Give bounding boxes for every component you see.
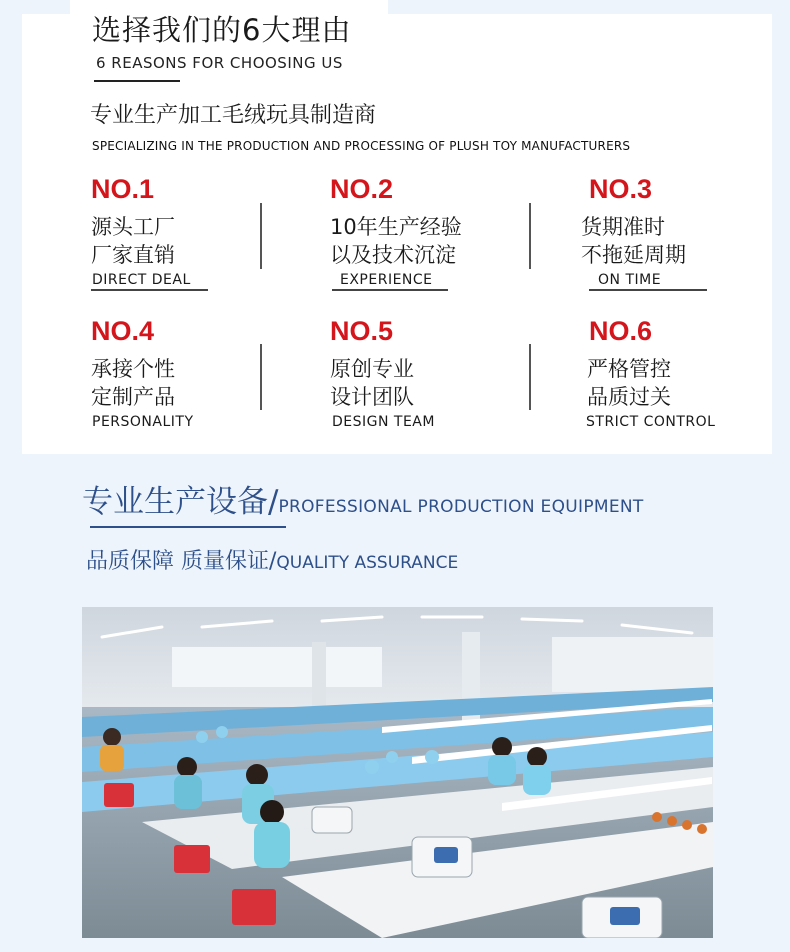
equipment-title [82,476,644,521]
page-title: 选择我们的6大理由 [92,13,352,47]
quality-assurance [86,544,458,575]
divider [529,344,531,410]
reason-underline [589,289,707,291]
divider [260,344,262,410]
reason-underline [332,289,448,291]
reason-line1: 货期准时 [581,215,665,239]
equipment-title-cn: 专业生产设备/ [82,484,279,520]
subtitle: 专业生产加工毛绒玩具制造商 [90,103,377,128]
reason-line2: 不拖延周期 [581,243,686,267]
reason-line2: 品质过关 [587,385,671,409]
subtitle-en: SPECIALIZING IN THE PRODUCTION AND PROCESSING OF PLUSH TOY MANUFACTURERS [92,139,631,153]
quality-assurance-cn: 品质保障 质量保证/ [86,549,277,574]
reason-2 [330,174,462,291]
reason-number: NO.5 [330,316,394,346]
factory-workshop-photo [82,607,713,938]
reason-en: DESIGN TEAM [332,414,435,430]
reason-number: NO.2 [330,174,394,204]
divider [260,203,262,269]
reason-line2: 厂家直销 [91,243,175,267]
reason-line1: 承接个性 [91,357,175,381]
reason-en: STRICT CONTROL [586,414,716,430]
equipment-title-en: PROFESSIONAL PRODUCTION EQUIPMENT [278,497,644,517]
reason-5 [330,316,435,430]
page-title-en: 6 REASONS FOR CHOOSING US [96,54,343,72]
reason-1 [91,174,208,291]
reason-line1: 严格管控 [587,357,671,381]
reason-6 [586,316,716,430]
reason-line1: 10年生产经验 [330,215,462,239]
reason-number: NO.1 [91,174,155,204]
reason-en: ON TIME [598,272,662,288]
factory-workshop-illustration [82,607,713,938]
reason-line2: 以及技术沉淀 [330,243,456,267]
reason-underline [91,289,208,291]
reason-3 [581,174,707,291]
reason-number: NO.4 [91,316,155,346]
equipment-underline [90,526,286,528]
reason-line2: 设计团队 [330,385,414,409]
reason-en: EXPERIENCE [340,272,433,288]
reason-number: NO.6 [589,316,653,346]
reason-number: NO.3 [589,174,653,204]
title-underline [94,80,180,82]
reason-en: DIRECT DEAL [92,272,191,288]
reason-4 [91,316,194,430]
reason-line2: 定制产品 [91,385,175,409]
reason-line1: 源头工厂 [91,215,175,239]
reason-en: PERSONALITY [92,414,194,430]
reason-line1: 原创专业 [330,357,414,381]
divider [529,203,531,269]
quality-assurance-en: QUALITY ASSURANCE [276,553,459,573]
